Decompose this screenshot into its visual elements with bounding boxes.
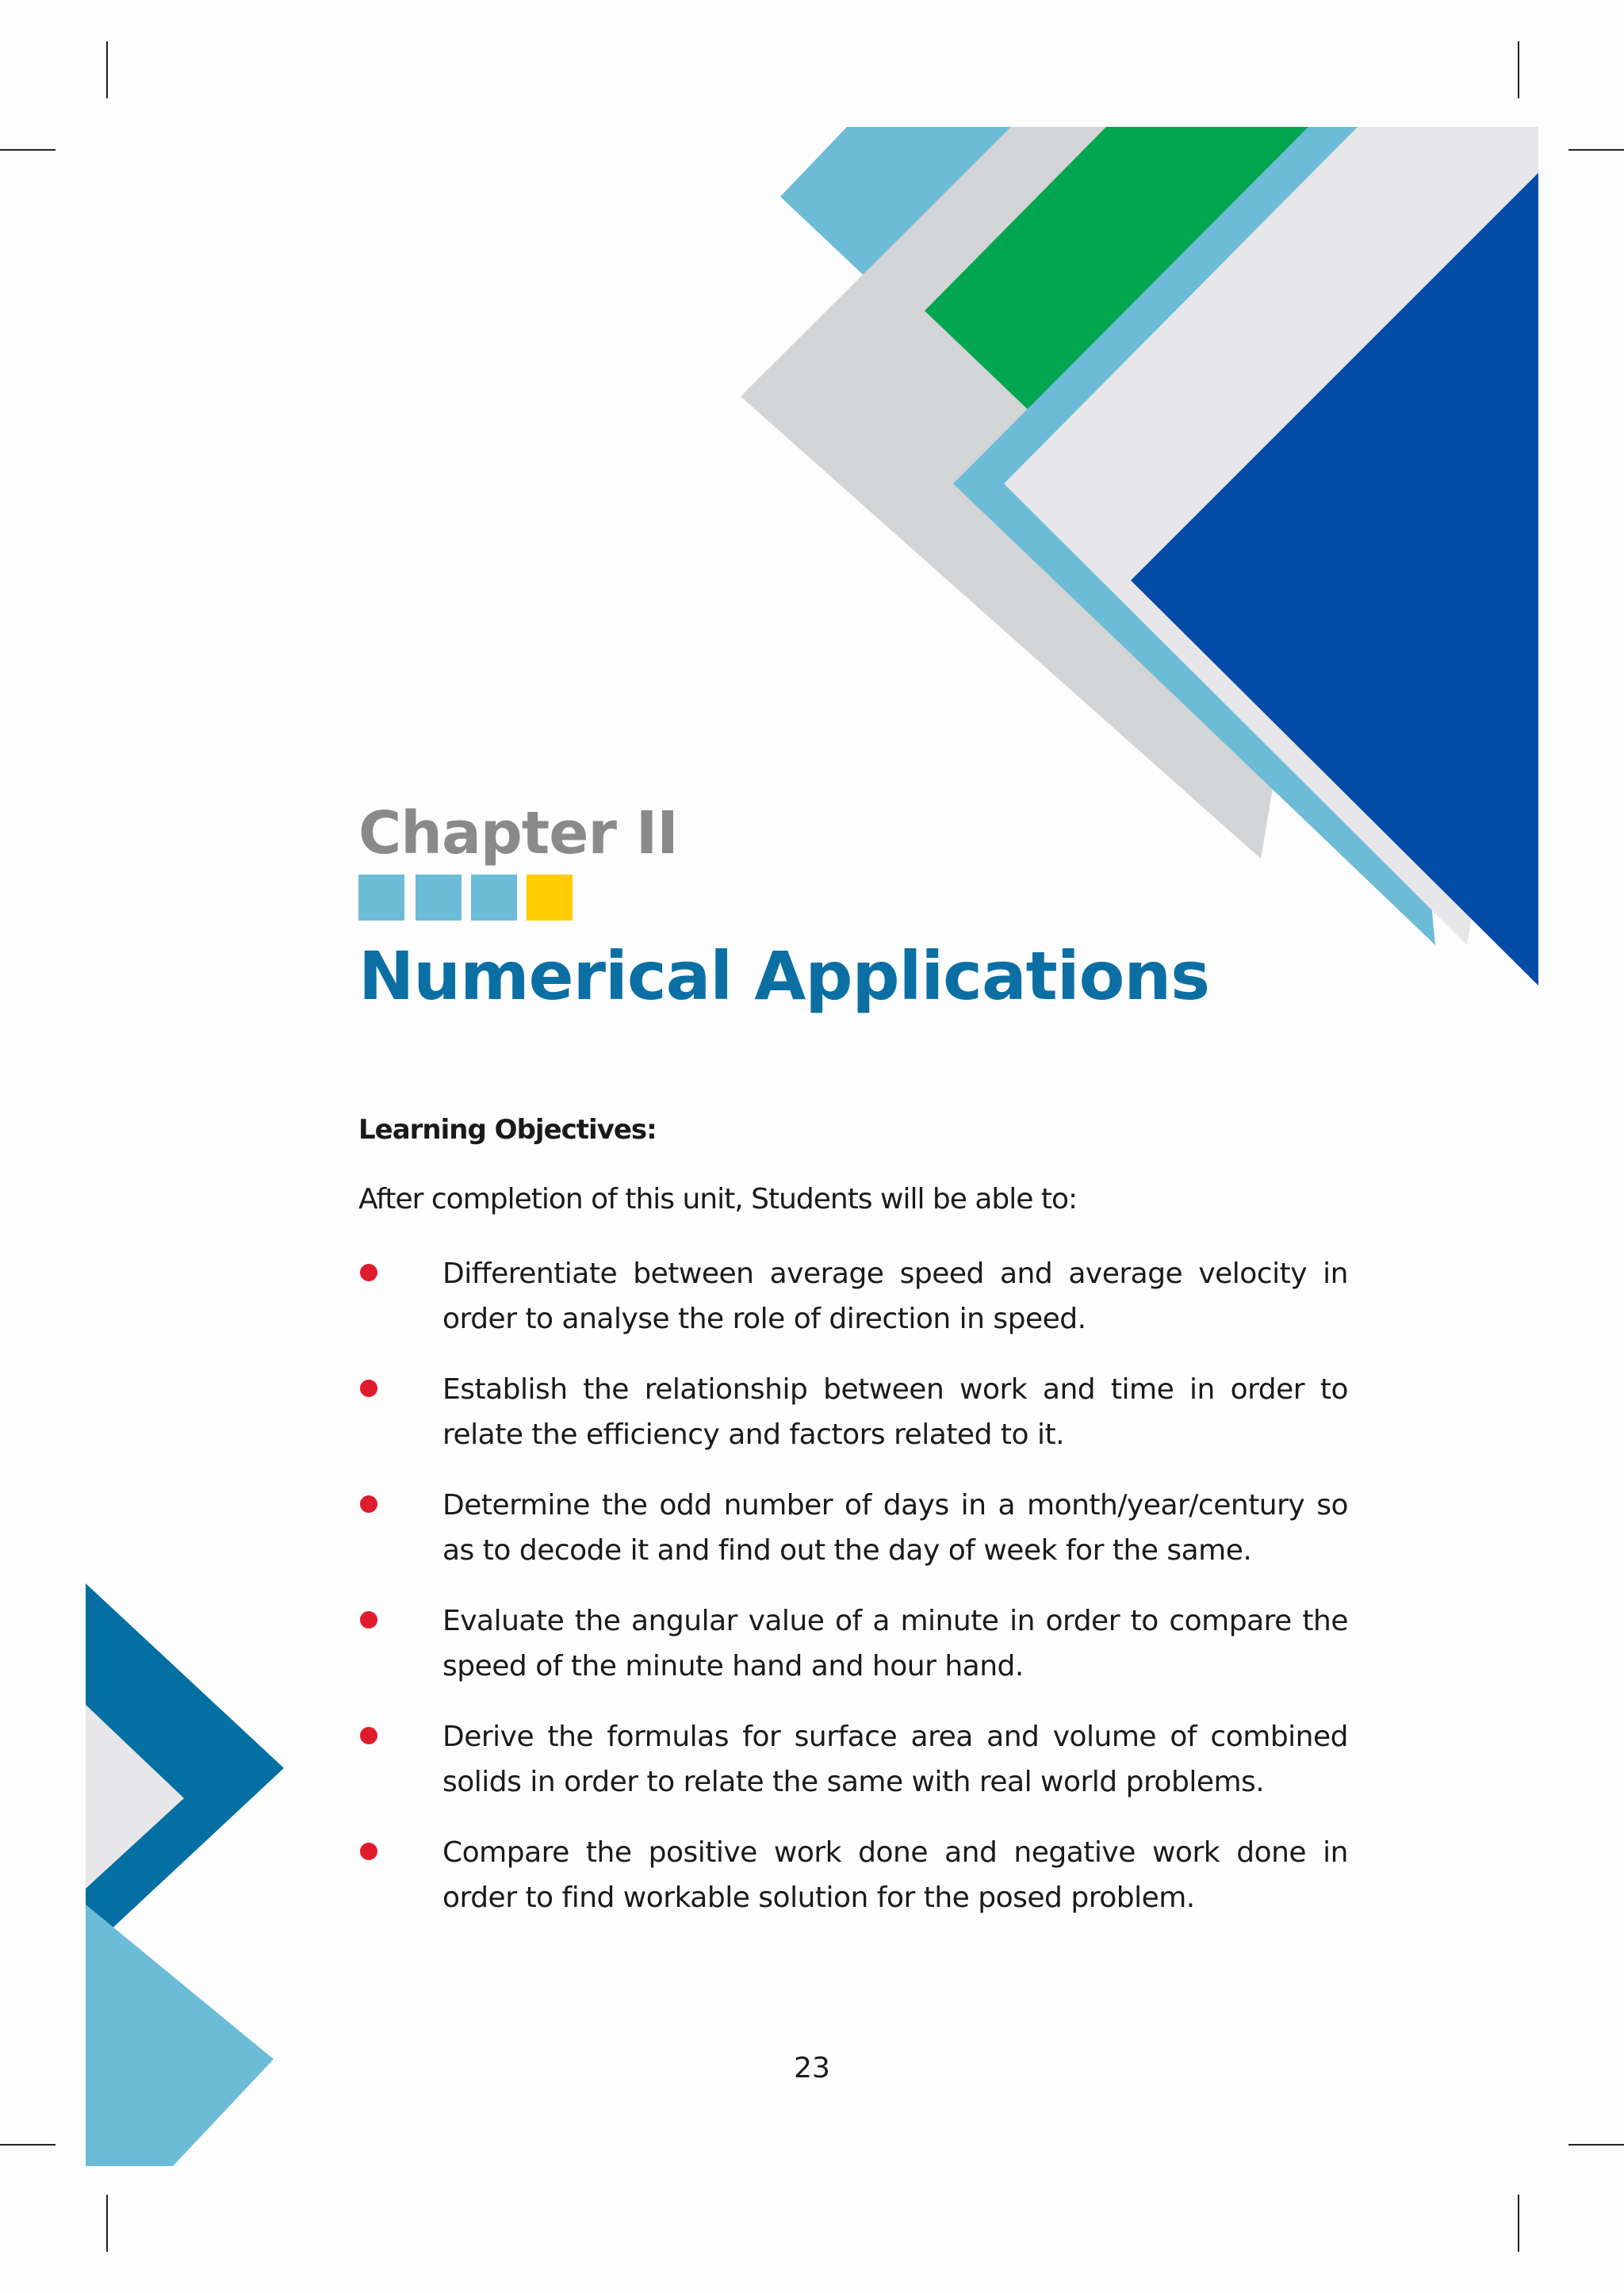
- list-item: [358, 1714, 1350, 1830]
- chapter-title: Numerical Applications: [358, 937, 1210, 1015]
- objective-text: Determine the odd number of days in a month/year/century so as to decode it and find out the day of week for the same.: [442, 1489, 1348, 1567]
- objective-text: Establish the relationship between work and time in order to relate the efficiency and factors related to it.: [442, 1373, 1348, 1451]
- square-1: [358, 875, 404, 921]
- objectives-list: [358, 1251, 1350, 1946]
- square-2: [416, 875, 462, 921]
- deco-light-blue-bottom-triangle: [86, 1904, 274, 2166]
- objective-text: Differentiate between average speed and average velocity in order to analyse the role of direction in speed.: [442, 1258, 1348, 1335]
- list-item: [358, 1830, 1350, 1946]
- bullet-icon: [360, 1843, 377, 1860]
- chapter-label: Chapter II: [358, 799, 678, 867]
- learning-objectives-intro: After completion of this unit, Students will be able to:: [358, 1183, 1078, 1215]
- objective-text: Evaluate the angular value of a minute in order to compare the speed of the minute hand and hour hand.: [442, 1605, 1348, 1682]
- bullet-icon: [360, 1495, 377, 1513]
- objective-text: Derive the formulas for surface area and volume of combined solids in order to relate the same with real world problems.: [442, 1721, 1348, 1798]
- learning-objectives-heading: Learning Objectives:: [358, 1114, 657, 1146]
- list-item: [358, 1367, 1350, 1483]
- list-item: [358, 1251, 1350, 1367]
- objective-text: Compare the positive work done and negative work done in order to find workable solution for the posed problem.: [442, 1836, 1348, 1914]
- list-item: [358, 1483, 1350, 1598]
- list-item: [358, 1598, 1350, 1714]
- bullet-icon: [360, 1264, 377, 1281]
- square-3: [471, 875, 517, 921]
- bullet-icon: [360, 1727, 377, 1744]
- page-number: 23: [794, 2052, 830, 2084]
- bullet-icon: [360, 1380, 377, 1397]
- bullet-icon: [360, 1611, 377, 1629]
- square-4: [527, 875, 573, 921]
